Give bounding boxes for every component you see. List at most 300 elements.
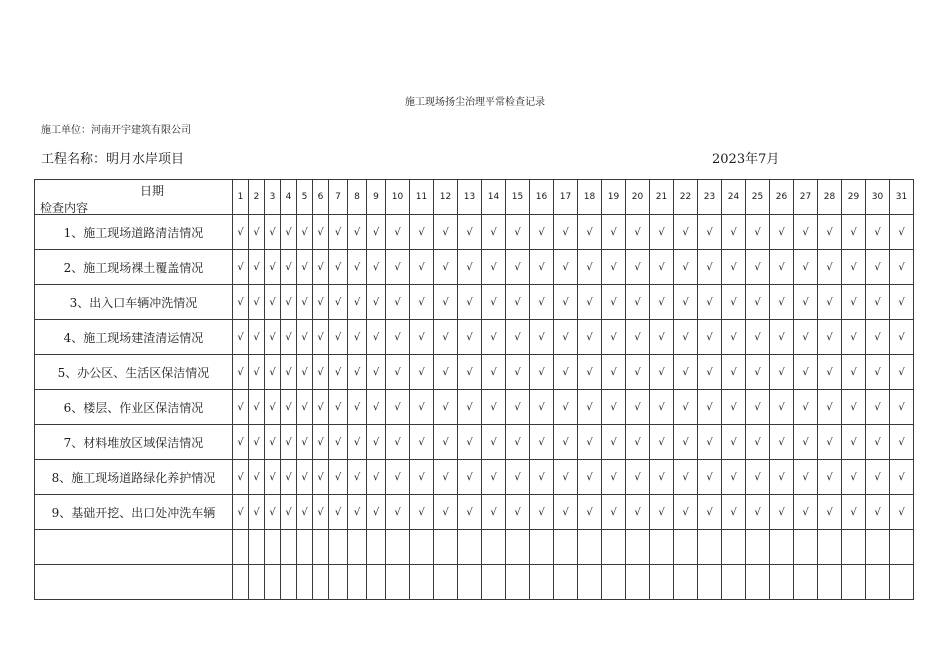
- check-mark-cell: √: [530, 425, 554, 460]
- check-mark-cell: √: [818, 495, 842, 530]
- check-mark-cell: √: [410, 425, 434, 460]
- check-mark-cell: √: [329, 460, 348, 495]
- check-mark-cell: √: [410, 355, 434, 390]
- check-mark-cell: √: [866, 495, 890, 530]
- empty-cell: [866, 530, 890, 565]
- check-mark-cell: √: [626, 355, 650, 390]
- check-mark-cell: √: [626, 250, 650, 285]
- check-mark-cell: √: [297, 460, 313, 495]
- check-mark-cell: √: [554, 495, 578, 530]
- check-mark-cell: √: [410, 215, 434, 250]
- empty-cell: [482, 530, 506, 565]
- table-row: [35, 250, 914, 285]
- empty-cell: [386, 530, 410, 565]
- empty-cell: [386, 565, 410, 600]
- empty-cell: [770, 530, 794, 565]
- empty-row: [35, 530, 914, 565]
- check-mark-cell: √: [770, 495, 794, 530]
- check-mark-cell: √: [329, 320, 348, 355]
- check-mark-cell: √: [578, 460, 602, 495]
- check-mark-cell: √: [602, 215, 626, 250]
- check-mark-cell: √: [434, 285, 458, 320]
- check-mark-cell: √: [746, 390, 770, 425]
- check-mark-cell: √: [626, 460, 650, 495]
- day-header-22: 22: [674, 180, 698, 215]
- check-mark-cell: √: [265, 355, 281, 390]
- empty-cell: [434, 565, 458, 600]
- inspection-item-label: 8、施工现场道路绿化养护情况: [35, 460, 233, 495]
- empty-cell: [626, 530, 650, 565]
- check-mark-cell: √: [434, 250, 458, 285]
- check-mark-cell: √: [698, 215, 722, 250]
- check-mark-cell: √: [842, 250, 866, 285]
- check-mark-cell: √: [313, 425, 329, 460]
- check-mark-cell: √: [842, 285, 866, 320]
- check-mark-cell: √: [722, 215, 746, 250]
- check-mark-cell: √: [506, 250, 530, 285]
- check-mark-cell: √: [410, 495, 434, 530]
- check-mark-cell: √: [249, 425, 265, 460]
- empty-cell: [367, 530, 386, 565]
- check-mark-cell: √: [698, 355, 722, 390]
- check-mark-cell: √: [674, 285, 698, 320]
- check-mark-cell: √: [770, 320, 794, 355]
- empty-cell: [626, 565, 650, 600]
- check-mark-cell: √: [265, 495, 281, 530]
- empty-cell: [506, 565, 530, 600]
- check-mark-cell: √: [818, 215, 842, 250]
- check-mark-cell: √: [554, 355, 578, 390]
- check-mark-cell: √: [842, 460, 866, 495]
- day-header-16: 16: [530, 180, 554, 215]
- check-mark-cell: √: [626, 425, 650, 460]
- check-mark-cell: √: [866, 250, 890, 285]
- header-corner-cell: [35, 180, 233, 215]
- check-mark-cell: √: [313, 460, 329, 495]
- header-date-label: 日期: [140, 184, 165, 198]
- check-mark-cell: √: [746, 495, 770, 530]
- empty-cell: [233, 530, 249, 565]
- check-mark-cell: √: [650, 320, 674, 355]
- check-mark-cell: √: [722, 390, 746, 425]
- check-mark-cell: √: [578, 390, 602, 425]
- inspection-item-label: 3、出入口车辆冲洗情况: [35, 285, 233, 320]
- check-mark-cell: √: [265, 320, 281, 355]
- check-mark-cell: √: [482, 495, 506, 530]
- empty-cell: [842, 530, 866, 565]
- day-header-20: 20: [626, 180, 650, 215]
- check-mark-cell: √: [313, 250, 329, 285]
- empty-cell: [794, 530, 818, 565]
- check-mark-cell: √: [386, 355, 410, 390]
- check-mark-cell: √: [329, 425, 348, 460]
- check-mark-cell: √: [698, 250, 722, 285]
- check-mark-cell: √: [281, 495, 297, 530]
- inspection-item-label: 1、施工现场道路清洁情况: [35, 215, 233, 250]
- check-mark-cell: √: [794, 425, 818, 460]
- check-mark-cell: √: [506, 425, 530, 460]
- empty-cell: [313, 530, 329, 565]
- inspection-item-label: 7、材料堆放区域保洁情况: [35, 425, 233, 460]
- check-mark-cell: √: [674, 355, 698, 390]
- construction-unit: 施工单位：河南开宇建筑有限公司: [41, 125, 191, 136]
- check-mark-cell: √: [842, 215, 866, 250]
- check-mark-cell: √: [578, 495, 602, 530]
- check-mark-cell: √: [746, 215, 770, 250]
- project-name: 工程名称：明月水岸项目: [41, 152, 185, 167]
- check-mark-cell: √: [386, 250, 410, 285]
- empty-cell: [249, 565, 265, 600]
- check-mark-cell: √: [506, 355, 530, 390]
- table-row: [35, 320, 914, 355]
- check-mark-cell: √: [265, 460, 281, 495]
- check-mark-cell: √: [233, 355, 249, 390]
- empty-cell: [265, 530, 281, 565]
- check-mark-cell: √: [297, 355, 313, 390]
- check-mark-cell: √: [602, 495, 626, 530]
- check-mark-cell: √: [794, 320, 818, 355]
- empty-cell: [698, 530, 722, 565]
- check-mark-cell: √: [794, 495, 818, 530]
- check-mark-cell: √: [281, 390, 297, 425]
- check-mark-cell: √: [674, 215, 698, 250]
- check-mark-cell: √: [265, 250, 281, 285]
- check-mark-cell: √: [386, 215, 410, 250]
- check-mark-cell: √: [746, 320, 770, 355]
- check-mark-cell: √: [386, 285, 410, 320]
- check-mark-cell: √: [367, 250, 386, 285]
- empty-cell: [650, 530, 674, 565]
- check-mark-cell: √: [233, 250, 249, 285]
- check-mark-cell: √: [722, 460, 746, 495]
- check-mark-cell: √: [482, 320, 506, 355]
- check-mark-cell: √: [281, 285, 297, 320]
- empty-cell: [297, 530, 313, 565]
- check-mark-cell: √: [348, 250, 367, 285]
- day-header-4: 4: [281, 180, 297, 215]
- check-mark-cell: √: [746, 355, 770, 390]
- empty-cell: [35, 565, 233, 600]
- check-mark-cell: √: [770, 460, 794, 495]
- empty-cell: [35, 530, 233, 565]
- check-mark-cell: √: [722, 285, 746, 320]
- check-mark-cell: √: [313, 215, 329, 250]
- check-mark-cell: √: [482, 250, 506, 285]
- empty-cell: [842, 565, 866, 600]
- check-mark-cell: √: [650, 495, 674, 530]
- day-header-15: 15: [506, 180, 530, 215]
- check-mark-cell: √: [770, 425, 794, 460]
- empty-cell: [818, 565, 842, 600]
- day-header-24: 24: [722, 180, 746, 215]
- check-mark-cell: √: [554, 320, 578, 355]
- table-row: [35, 425, 914, 460]
- header-item-label: 检查内容: [40, 201, 89, 215]
- check-mark-cell: √: [722, 425, 746, 460]
- day-header-1: 1: [233, 180, 249, 215]
- check-mark-cell: √: [866, 285, 890, 320]
- check-mark-cell: √: [794, 285, 818, 320]
- check-mark-cell: √: [265, 215, 281, 250]
- check-mark-cell: √: [554, 250, 578, 285]
- check-mark-cell: √: [746, 250, 770, 285]
- check-mark-cell: √: [434, 320, 458, 355]
- check-mark-cell: √: [233, 460, 249, 495]
- check-mark-cell: √: [249, 215, 265, 250]
- check-mark-cell: √: [770, 250, 794, 285]
- check-mark-cell: √: [554, 390, 578, 425]
- day-header-9: 9: [367, 180, 386, 215]
- empty-cell: [458, 565, 482, 600]
- check-mark-cell: √: [367, 285, 386, 320]
- check-mark-cell: √: [866, 320, 890, 355]
- empty-cell: [249, 530, 265, 565]
- empty-cell: [458, 530, 482, 565]
- check-mark-cell: √: [434, 460, 458, 495]
- empty-cell: [746, 565, 770, 600]
- check-mark-cell: √: [818, 390, 842, 425]
- check-mark-cell: √: [890, 250, 914, 285]
- check-mark-cell: √: [842, 495, 866, 530]
- check-mark-cell: √: [578, 320, 602, 355]
- check-mark-cell: √: [249, 495, 265, 530]
- check-mark-cell: √: [233, 495, 249, 530]
- check-mark-cell: √: [818, 320, 842, 355]
- check-mark-cell: √: [698, 495, 722, 530]
- check-mark-cell: √: [249, 390, 265, 425]
- check-mark-cell: √: [602, 460, 626, 495]
- check-mark-cell: √: [410, 460, 434, 495]
- check-mark-cell: √: [458, 250, 482, 285]
- check-mark-cell: √: [297, 215, 313, 250]
- check-mark-cell: √: [842, 320, 866, 355]
- check-mark-cell: √: [233, 285, 249, 320]
- check-mark-cell: √: [530, 390, 554, 425]
- check-mark-cell: √: [530, 495, 554, 530]
- check-mark-cell: √: [602, 425, 626, 460]
- check-mark-cell: √: [458, 320, 482, 355]
- empty-cell: [297, 565, 313, 600]
- check-mark-cell: √: [458, 495, 482, 530]
- check-mark-cell: √: [329, 390, 348, 425]
- check-mark-cell: √: [367, 390, 386, 425]
- table-row: [35, 495, 914, 530]
- check-mark-cell: √: [890, 285, 914, 320]
- empty-cell: [506, 530, 530, 565]
- check-mark-cell: √: [674, 425, 698, 460]
- inspection-table: [34, 179, 914, 600]
- check-mark-cell: √: [530, 355, 554, 390]
- empty-cell: [530, 530, 554, 565]
- check-mark-cell: √: [578, 355, 602, 390]
- check-mark-cell: √: [410, 320, 434, 355]
- header-row: [35, 180, 914, 215]
- empty-cell: [367, 565, 386, 600]
- empty-cell: [281, 565, 297, 600]
- check-mark-cell: √: [650, 250, 674, 285]
- day-header-19: 19: [602, 180, 626, 215]
- check-mark-cell: √: [602, 390, 626, 425]
- check-mark-cell: √: [866, 425, 890, 460]
- check-mark-cell: √: [626, 215, 650, 250]
- check-mark-cell: √: [578, 250, 602, 285]
- check-mark-cell: √: [348, 215, 367, 250]
- day-header-26: 26: [770, 180, 794, 215]
- empty-cell: [313, 565, 329, 600]
- check-mark-cell: √: [348, 285, 367, 320]
- check-mark-cell: √: [313, 495, 329, 530]
- check-mark-cell: √: [233, 215, 249, 250]
- check-mark-cell: √: [297, 425, 313, 460]
- empty-cell: [770, 565, 794, 600]
- empty-cell: [578, 565, 602, 600]
- check-mark-cell: √: [329, 250, 348, 285]
- check-mark-cell: √: [434, 425, 458, 460]
- check-mark-cell: √: [506, 460, 530, 495]
- check-mark-cell: √: [482, 460, 506, 495]
- check-mark-cell: √: [329, 285, 348, 320]
- table-row: [35, 215, 914, 250]
- check-mark-cell: √: [265, 285, 281, 320]
- check-mark-cell: √: [458, 425, 482, 460]
- check-mark-cell: √: [348, 495, 367, 530]
- day-header-7: 7: [329, 180, 348, 215]
- check-mark-cell: √: [458, 390, 482, 425]
- inspection-item-label: 5、办公区、生活区保洁情况: [35, 355, 233, 390]
- day-header-29: 29: [842, 180, 866, 215]
- check-mark-cell: √: [650, 460, 674, 495]
- empty-cell: [329, 565, 348, 600]
- check-mark-cell: √: [650, 355, 674, 390]
- check-mark-cell: √: [602, 320, 626, 355]
- check-mark-cell: √: [674, 390, 698, 425]
- check-mark-cell: √: [866, 355, 890, 390]
- check-mark-cell: √: [249, 320, 265, 355]
- check-mark-cell: √: [233, 320, 249, 355]
- check-mark-cell: √: [265, 390, 281, 425]
- check-mark-cell: √: [297, 285, 313, 320]
- check-mark-cell: √: [530, 460, 554, 495]
- check-mark-cell: √: [602, 355, 626, 390]
- check-mark-cell: √: [329, 215, 348, 250]
- table-row: [35, 390, 914, 425]
- day-header-27: 27: [794, 180, 818, 215]
- check-mark-cell: √: [842, 425, 866, 460]
- check-mark-cell: √: [530, 250, 554, 285]
- check-mark-cell: √: [866, 215, 890, 250]
- check-mark-cell: √: [348, 390, 367, 425]
- check-mark-cell: √: [386, 495, 410, 530]
- check-mark-cell: √: [410, 390, 434, 425]
- check-mark-cell: √: [458, 355, 482, 390]
- check-mark-cell: √: [794, 355, 818, 390]
- inspection-item-label: 6、楼层、作业区保洁情况: [35, 390, 233, 425]
- empty-row: [35, 565, 914, 600]
- check-mark-cell: √: [674, 250, 698, 285]
- check-mark-cell: √: [506, 285, 530, 320]
- empty-cell: [578, 530, 602, 565]
- table-row: [35, 285, 914, 320]
- check-mark-cell: √: [281, 215, 297, 250]
- check-mark-cell: √: [818, 355, 842, 390]
- check-mark-cell: √: [329, 355, 348, 390]
- empty-cell: [554, 530, 578, 565]
- check-mark-cell: √: [482, 355, 506, 390]
- check-mark-cell: √: [626, 495, 650, 530]
- check-mark-cell: √: [265, 425, 281, 460]
- empty-cell: [698, 565, 722, 600]
- empty-cell: [746, 530, 770, 565]
- check-mark-cell: √: [313, 355, 329, 390]
- inspection-item-label: 2、施工现场裸土覆盖情况: [35, 250, 233, 285]
- day-header-5: 5: [297, 180, 313, 215]
- check-mark-cell: √: [794, 215, 818, 250]
- check-mark-cell: √: [410, 285, 434, 320]
- check-mark-cell: √: [386, 390, 410, 425]
- check-mark-cell: √: [249, 355, 265, 390]
- empty-cell: [674, 565, 698, 600]
- check-mark-cell: √: [386, 460, 410, 495]
- empty-cell: [722, 530, 746, 565]
- empty-cell: [265, 565, 281, 600]
- check-mark-cell: √: [233, 425, 249, 460]
- empty-cell: [890, 565, 914, 600]
- check-mark-cell: √: [890, 460, 914, 495]
- empty-cell: [554, 565, 578, 600]
- check-mark-cell: √: [281, 425, 297, 460]
- day-header-14: 14: [482, 180, 506, 215]
- check-mark-cell: √: [770, 390, 794, 425]
- empty-cell: [233, 565, 249, 600]
- check-mark-cell: √: [367, 425, 386, 460]
- check-mark-cell: √: [281, 250, 297, 285]
- day-header-17: 17: [554, 180, 578, 215]
- check-mark-cell: √: [578, 285, 602, 320]
- check-mark-cell: √: [482, 390, 506, 425]
- empty-cell: [674, 530, 698, 565]
- inspection-item-label: 9、基础开挖、出口处冲洗车辆: [35, 495, 233, 530]
- empty-cell: [722, 565, 746, 600]
- check-mark-cell: √: [770, 215, 794, 250]
- day-header-12: 12: [434, 180, 458, 215]
- check-mark-cell: √: [297, 390, 313, 425]
- empty-cell: [866, 565, 890, 600]
- check-mark-cell: √: [746, 425, 770, 460]
- check-mark-cell: √: [626, 320, 650, 355]
- check-mark-cell: √: [746, 460, 770, 495]
- check-mark-cell: √: [367, 320, 386, 355]
- check-mark-cell: √: [818, 285, 842, 320]
- check-mark-cell: √: [482, 285, 506, 320]
- check-mark-cell: √: [890, 495, 914, 530]
- check-mark-cell: √: [434, 215, 458, 250]
- day-header-3: 3: [265, 180, 281, 215]
- day-header-10: 10: [386, 180, 410, 215]
- check-mark-cell: √: [674, 495, 698, 530]
- check-mark-cell: √: [482, 425, 506, 460]
- day-header-18: 18: [578, 180, 602, 215]
- record-date: 2023年7月: [712, 152, 780, 167]
- check-mark-cell: √: [890, 355, 914, 390]
- check-mark-cell: √: [367, 495, 386, 530]
- day-header-28: 28: [818, 180, 842, 215]
- check-mark-cell: √: [297, 495, 313, 530]
- inspection-item-label: 4、施工现场建渣清运情况: [35, 320, 233, 355]
- check-mark-cell: √: [890, 390, 914, 425]
- check-mark-cell: √: [626, 390, 650, 425]
- empty-cell: [602, 565, 626, 600]
- check-mark-cell: √: [249, 460, 265, 495]
